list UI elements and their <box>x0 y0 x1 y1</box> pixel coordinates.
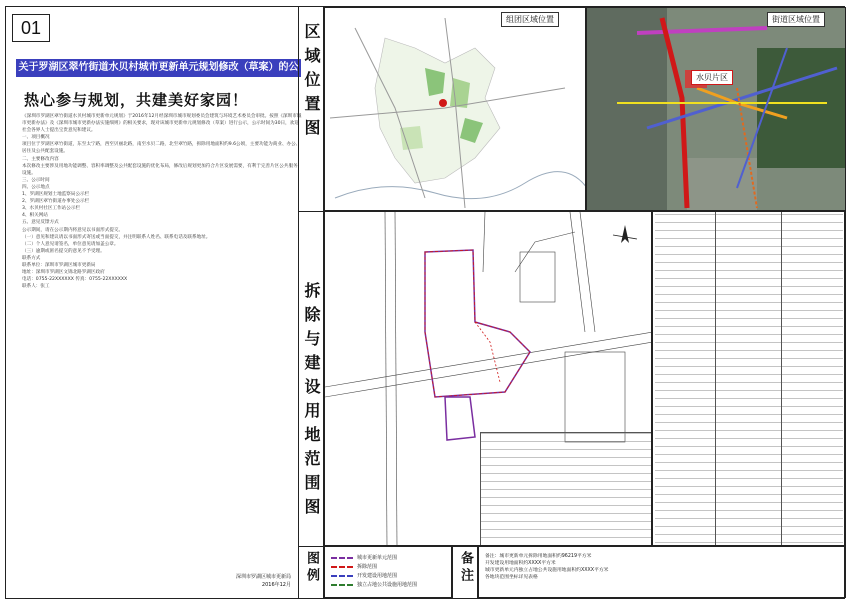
street-map-drawing <box>587 8 846 211</box>
legend-panel <box>324 546 452 598</box>
legend-item <box>331 562 417 571</box>
body-paragraph: 1、罗湖区规划土地监察局公示栏 <box>22 192 90 198</box>
body-paragraph: 联系单位：深圳市罗湖区城市更新局 <box>22 262 96 268</box>
boundary-label-cell <box>298 211 324 546</box>
area-map-drawing <box>325 8 586 211</box>
notice-title: 关于罗湖区翠竹街道水贝村城市更新单元规划修改（草案）的公示 <box>16 59 301 77</box>
body-paragraph: 2、罗湖区翠竹街道办事处公示栏 <box>22 199 90 205</box>
body-paragraph: 五、意见反馈方式 <box>22 220 59 226</box>
legend-swatch <box>331 557 353 559</box>
notice-column <box>16 47 301 597</box>
body-paragraph: 本次修改主要涉及用地功能调整、容积率调整及公共配套设施的优化布局，修改后规划更加符合片区发展需要，有利于完善片区公共服务设施。 <box>22 163 298 176</box>
legend-item <box>331 553 417 562</box>
body-paragraph: （一）意见和建议请以书面形式寄送或当面提交，并注明联系人姓名、联系电话及联系地址。 <box>22 234 211 240</box>
notes-panel <box>478 546 846 598</box>
notes-label: 备注 <box>458 551 473 585</box>
boundary-label: 拆除与建设用地范围图 <box>302 282 321 522</box>
area-map-tag: 组团区域位置 <box>501 12 559 27</box>
body-paragraph: 四、公示地点 <box>22 184 50 190</box>
legend-swatch <box>331 575 353 577</box>
notes-label-cell <box>452 546 478 598</box>
street-location-map <box>586 7 846 211</box>
body-paragraph: 二、主要修改内容 <box>22 156 59 162</box>
legend-label: 图例 <box>304 551 319 585</box>
document-sheet <box>5 6 845 599</box>
note-line: 城市更新单元内独立占地公共设施用地面积约XXXX平方米 <box>485 568 609 573</box>
note-line: 备注：城市更新单元拆除用地面积约96219平方米 <box>485 554 592 559</box>
street-map-tag: 街道区域位置 <box>767 12 825 27</box>
legend-label-text: 城市更新单元范围 <box>357 555 398 561</box>
legend-item <box>331 571 417 580</box>
boundary-plan-map <box>324 211 652 546</box>
notice-body <box>22 113 302 290</box>
body-paragraph: 电话：0755-22XXXXXX 传真：0755-22XXXXXX <box>22 277 128 283</box>
signature-block <box>236 573 291 589</box>
body-paragraph: 《深圳市罗湖区翠竹街道水贝村城市更新单元规划》于2016年12月经深圳市城市规划委员会建筑与环境艺术委员会审批。按照《深圳市城市更新办法》及《深圳市城市更新办法实施细则》的相关要求，现对该城市更新单元规划修改（草案）进行公示，公示时间为30日，欢迎社会各界人士提出宝贵意见和建议。 <box>22 114 302 134</box>
legend-label-text: 拆除范围 <box>357 564 378 570</box>
legend-label-cell <box>298 546 324 598</box>
street-map-badge: 水贝片区 <box>691 70 733 85</box>
legend-swatch <box>331 566 353 568</box>
body-paragraph: 联系人：张工 <box>22 284 50 290</box>
legend-swatch <box>331 584 353 586</box>
headline: 热心参与规划，共建美好家园！ <box>24 91 249 109</box>
body-paragraph: 三、公示时间 <box>22 177 50 183</box>
legend-label-text: 独立占地公共设施用地范围 <box>357 582 418 588</box>
location-label-cell <box>298 7 324 211</box>
legend-item <box>331 580 417 589</box>
body-paragraph: （二）个人意见请签名，单位意见请加盖公章。 <box>22 241 119 247</box>
legend-label-text: 开发建设用地范围 <box>357 573 398 579</box>
body-paragraph: 4、相关网站 <box>22 213 48 219</box>
area-location-map <box>324 7 586 211</box>
location-label: 区域位置图 <box>302 23 321 143</box>
body-paragraph: 地址：深圳市罗湖区文锦北路罗湖区政府 <box>22 270 105 276</box>
coordinate-table <box>655 214 843 544</box>
note-line: 各地块范围坐标详见表格 <box>485 575 538 580</box>
body-paragraph: 项目位于罗湖区翠竹街道，东至太宁路，西至贝丽北路，南至水贝二路，北至翠竹路，拆除用地面积约9.6公顷，主要功能为商业、办公、居住及公共配套设施。 <box>22 142 301 155</box>
coordinate-table-lower <box>480 432 652 546</box>
body-paragraph: （三）逾期或匿名提交的意见不予受理。 <box>22 248 105 254</box>
note-line: 开发建设用地面积约XXXX平方米 <box>485 561 556 566</box>
coordinate-table-panel <box>652 211 846 546</box>
signature-date: 2016年12月 <box>261 582 291 588</box>
body-paragraph: 公示期间，请在公示期内将意见以书面形式提交。 <box>22 227 124 233</box>
body-paragraph: 一、项目概况 <box>22 135 50 141</box>
page-number: 01 <box>12 14 50 42</box>
body-paragraph: 3、水贝村社区工作站公示栏 <box>22 206 81 212</box>
signature-org: 深圳市罗湖区城市更新局 <box>235 574 291 580</box>
body-paragraph: 联系方式 <box>22 255 41 261</box>
